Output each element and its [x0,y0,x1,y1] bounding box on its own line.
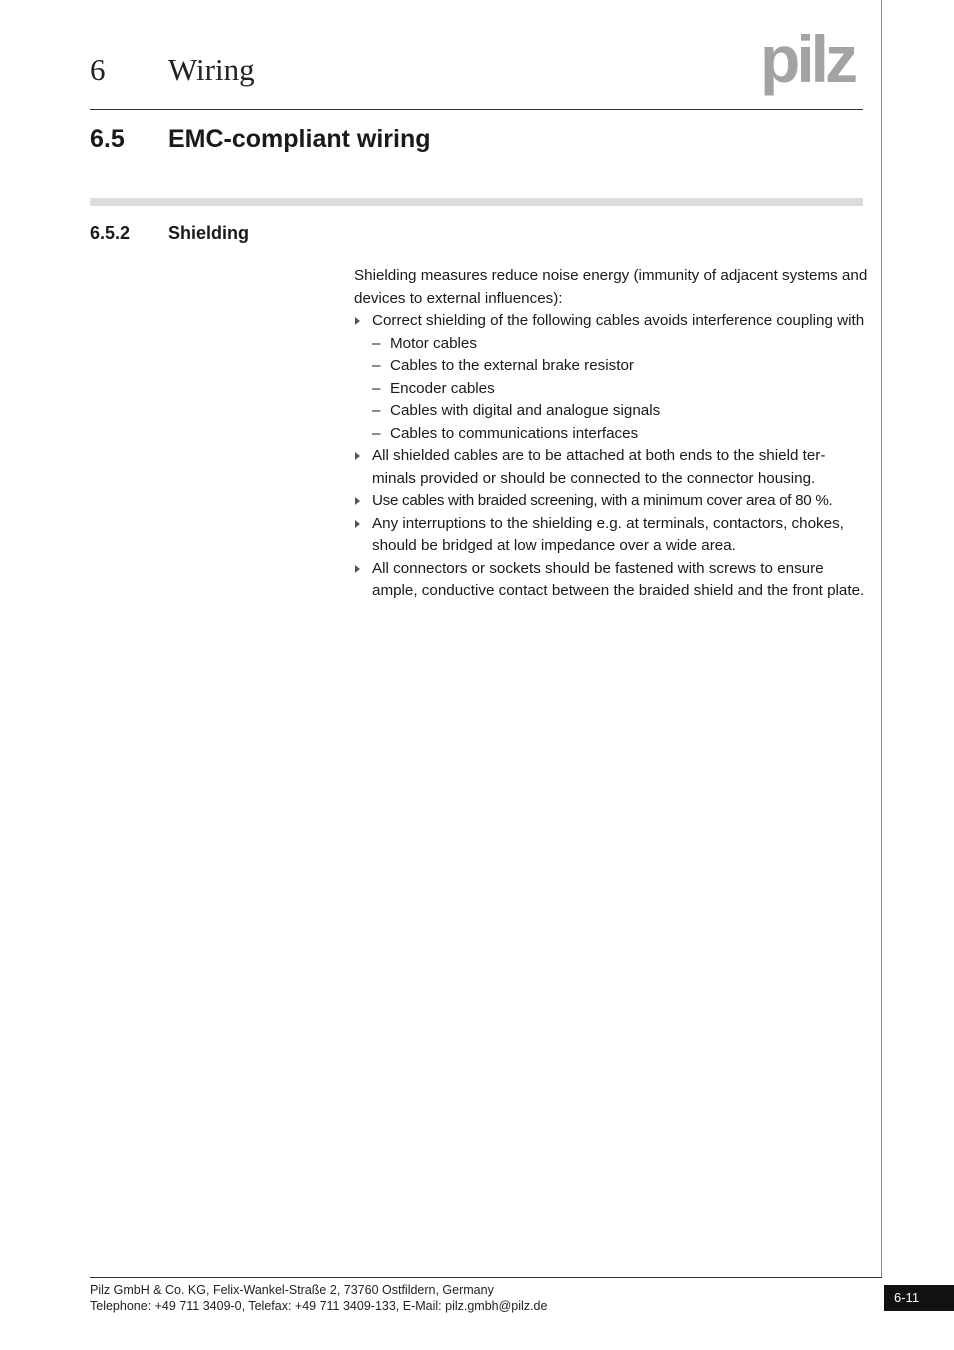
sub-list-item [354,333,869,356]
bullet-text: All connectors or sockets should be fastened with screws to ensure ample, conductive contact between the braided shield and the front plate. [372,559,865,599]
bullet-text: Use cables with braided screening, with a minimum cover area of 80 %. [372,492,833,509]
sub-item-text: Encoder cables [390,379,495,397]
bullet-item [354,445,869,490]
footer-contact: Telephone: +49 711 3409-0, Telefax: +49 711 3409-133, E-Mail: pilz.gmbh@pilz.de [90,1299,548,1313]
intro-paragraph: Shielding measures reduce noise energy (immunity of adjacent systems and devices to external influences): [354,267,868,307]
subsection-number: 6.5.2 [90,223,131,243]
body-text [354,265,869,603]
dash-bullet: – [372,334,381,352]
bullet-text: Any interruptions to the shielding e.g. at terminals, contactors, chokes, should be bridged at low impedance over a wide area. [372,514,844,554]
dash-bullet: – [372,357,381,374]
page-number: 6-11 [884,1285,954,1311]
triangle-bullet-icon [355,317,360,325]
svg-text:pilz: pilz [760,26,854,96]
sub-item-text: Cables with digital and analogue signals [390,402,661,419]
bullet-item [354,513,869,558]
sub-list-item [354,378,869,401]
bullet-item [354,310,869,333]
triangle-bullet-icon [355,520,360,528]
chapter-number: 6 [90,52,106,87]
footer-rule [90,1277,882,1278]
section-number: 6.5 [90,125,125,153]
bullet-text: Correct shielding of the following cables avoids interference coupling with [372,312,865,329]
dash-bullet: – [372,402,381,419]
sub-list-item [354,423,869,446]
section-title: EMC-compliant wiring [168,125,431,153]
bullet-item [354,490,869,513]
pilz-logo [748,26,866,96]
sub-item-text: Cables to the external brake resistor [390,357,634,374]
section-divider [90,198,863,206]
triangle-bullet-icon [355,452,360,460]
chapter-title: Wiring [168,52,255,87]
header-rule [90,109,863,110]
sub-list-item [354,400,869,423]
sub-list-item [354,355,869,378]
margin-rule [881,0,882,1277]
bullet-text: All shielded cables are to be attached at both ends to the shield ter-minals provided or should be connected to the connector housing. [372,447,826,487]
sub-item-text: Motor cables [390,334,477,352]
dash-bullet: – [372,379,381,397]
dash-bullet: – [372,424,381,442]
sub-item-text: Cables to communications interfaces [390,424,639,442]
subsection-title: Shielding [168,223,249,243]
footer-address: Pilz GmbH & Co. KG, Felix-Wankel-Straße 2, 73760 Ostfildern, Germany [90,1283,494,1297]
bullet-item [354,558,869,603]
triangle-bullet-icon [355,497,360,505]
triangle-bullet-icon [355,565,360,573]
